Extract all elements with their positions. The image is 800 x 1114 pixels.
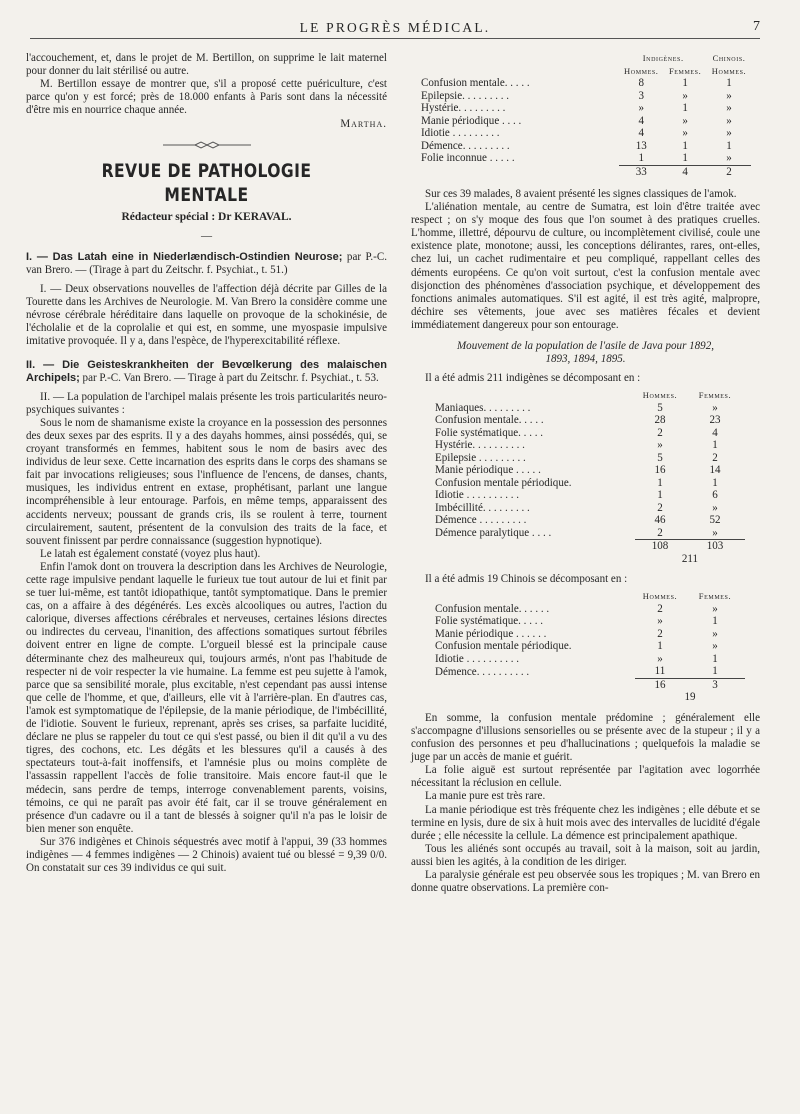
table-row: Maniaques. . . . . . . . . 5 »	[435, 401, 718, 414]
paragraph: Sous le nom de shamanisme existe la croyance en la possession des personnes des deux sexes par des esprits. Il y a des dayahs hommes, ainsi possédés, qui, se croyant transformés en femmes, habitent sous le nom de basirs avec des individus de leur sexe. Cette incarnation des esprits dans le corps des shamans se fait par invocations religieuses; sous l'influence de l'encens, de danses, chants, musiques, les individus entrent en extase, prophétisant, parlant une langue incompréhensible à leur entourage. Parfois, en même temps, apparaissent des accidents nerveux; poussant de grands cris, ils se roulent à terre, tournent circulairement, sautent, présentent de la convulsion des traits de la face, et souvent finissent par perdre connaissance (suggestion hypnotique).	[26, 416, 387, 547]
paragraph: Tous les aliénés sont occupés au travail, soit à la maison, soit au jardin, aussi bien les agités, à la condition de les diriger.	[411, 842, 760, 868]
paragraph: La manie pure est très rare.	[425, 790, 546, 803]
table-row: Démence. . . . . . . . . 13 1 1	[421, 139, 732, 152]
paragraph: Le latah est également constaté (voyez plus haut).	[40, 547, 261, 560]
table-row: Idiotie . . . . . . . . . . » 1	[435, 652, 718, 665]
table-row: Idiotie . . . . . . . . . 4 » »	[421, 127, 732, 139]
bibliography-title: I. — Das Latah eine in Niederlændisch-Ostindien Neurose;	[26, 250, 343, 263]
table-row: Confusion mentale. . . . . . 2 »	[435, 602, 718, 615]
table-row: Imbécillité. . . . . . . . . 2 »	[435, 501, 718, 514]
table-row: Folie systématique. . . . . » 1	[435, 615, 718, 628]
author-signature: Martha.	[340, 118, 387, 131]
paragraph: l'accouchement, et, dans le projet de M. Bertillon, on supprime le lait maternel pour donner du lait stérilisé ou autre.	[26, 52, 387, 78]
table-row: Démence paralytique . . . . 2 »	[435, 526, 718, 540]
table-row: Confusion mentale. . . . . 8 1 1	[421, 77, 732, 89]
paragraph: II. — La population de l'archipel malais présente les trois particularités neuro-psychiques suivantes :	[26, 390, 387, 416]
table-column-header: Femmes.	[668, 65, 702, 76]
paragraph: La manie périodique est très fréquente chez les indigènes ; elle débute et se termine en lysis, dure de six à huit mois avec des intervalles de lucidité d'égale durée ; elle nécessite la cellule. La démence est principalement apathique.	[411, 803, 760, 842]
bibliography-entry	[26, 251, 387, 277]
table-column-header: Hommes.	[642, 591, 678, 602]
editor-line: Rédacteur spécial : Dr KERAVAL.	[121, 210, 292, 223]
table-group-header: Indigènes.	[642, 53, 684, 63]
table-row: Confusion mentale périodique. 1 »	[435, 640, 718, 653]
paragraph: La folie aiguë est surtout représentée par l'agitation avec logorrhée nécessitant la réclusion en cellule.	[411, 764, 760, 790]
table-amok-cases	[421, 52, 751, 178]
table-row: Manie périodique . . . . . 16 14	[435, 464, 721, 477]
table-grand-total-row: 19	[684, 691, 696, 704]
table-total-row: 33 4 2	[421, 165, 751, 178]
paragraph: Sur ces 39 malades, 8 avaient présenté les signes classiques de l'amok.	[425, 188, 737, 200]
bibliography-title: II. — Die Geisteskrankheiten der Bevœlkerung des malaischen Archipels;	[26, 358, 387, 384]
ornament-divider	[26, 140, 387, 153]
paragraph: I. — Deux observations nouvelles de l'affection déjà décrite par Gilles de la Tourette dans les Archives de Neurologie. M. Van Brero la considère comme une névrose cérébrale héréditaire dans laquelle on provoque de la schokinésie, de l'écholalie et de la coprolalie et qui est, en somme, une myospasie impulsive imitative provoquée. Il y a, dans l'espèce, de l'hyperexcitabilité réflexe.	[26, 283, 387, 348]
table-row: Folie inconnue . . . . . 1 1 »	[421, 152, 732, 165]
left-column	[26, 52, 387, 875]
table-row: Hystérie. . . . . . . . . . » 1	[435, 439, 718, 452]
table-row: Manie périodique . . . . . . 2 »	[435, 627, 718, 640]
table-row: Hystérie. . . . . . . . . » 1 »	[421, 102, 732, 114]
table-row: Epilepsie. . . . . . . . . 3 » »	[421, 89, 732, 102]
table-row: Démence . . . . . . . . . 46 52	[435, 514, 721, 527]
table-indigenes	[435, 389, 745, 565]
table-column-header: Hommes.	[624, 65, 659, 76]
right-column	[411, 52, 760, 895]
running-header	[30, 18, 760, 39]
paragraph: Il a été admis 19 Chinois se décomposant en :	[425, 573, 628, 586]
paragraph: Il a été admis 211 indigènes se décomposant en :	[425, 372, 641, 385]
paragraph: M. Bertillon essaye de montrer que, s'il a proposé cette puériculture, c'est parce qu'on y est forcé; près de 18.000 enfants à Paris sont dans la nécessité d'être mis en nourrice chaque année.	[26, 78, 387, 117]
paragraph: L'aliénation mentale, au centre de Sumatra, est loin d'être traitée avec respect ; on s'y moque des fous que l'on soumet à des pratiques cruelles. L'homme, illettré, dépourvu de culture, ou incomplètement civilisé, coule une existence plate, monotone; aussi, les conceptions délirantes, rares, ont-elles, chez lui, un cachet rudimentaire et peu compliqué, rappellant celles des déments européens. Ce qu'on voit surtout, c'est la confusion mentale avec disjonction des phénomènes d'association psychique, et développement des fonctions animales automatiques. S'il est agité, il est très agité, malpropre, déchire ses vêtements, joue avec ses matières fécales et devient immédiatement dangereux pour son entourage.	[411, 201, 760, 331]
paragraph: En somme, la confusion mentale prédomine ; généralement elle s'accompagne d'illusions sensorielles ou se présente avec de la stupeur ; il y a confusion des personnes et peu d'hallucinations ; quelquefois la maladie se juge par un accès de manie et guérit.	[411, 711, 760, 764]
section-title: REVUE DE PATHOLOGIE MENTALE	[101, 159, 312, 206]
table-total-row: 16 3	[435, 678, 745, 691]
paragraph: Enfin l'amok dont on trouvera la description dans les Archives de Neurologie, cette rage impulsive pendant laquelle le furieux tue tout autour de lui et finit par se tuer lui-même, est tantôt idiopathique, tantôt symptomatique. Dans le premier cas, on a affaire à des dégénérés. Les excès alcooliques ou autres, l'action du calorique, diverses affections cérébrales et nerveuses, certaines lésions directes ou indirectes du cerveau, l'inanition, des affections somatiques surtout fébriles doivent entrer en ligne de compte. L'orgueil blessé est la principale cause déterminante chez des malheureux qui, toujours armés, n'ont pas l'habitude de respecter ni de voir respecter la vie humaine. La femme est peu sujette à l'amok, parce que sa sensibilité morale, plus excitable, n'est cependant pas aussi intense que celle de l'homme, et que, d'ailleurs, elle vit à l'arrière-plan. En d'autres cas, l'amok est symptomatique de l'épilepsie, de la manie périodique, de l'imbécillité, de l'idiotie. Souvent le furieux, reprenant, après ses crises, sa parfaite lucidité, déclare ne plus se rappeler du tout ce qui s'est passé, ou bien il dit qu'il a vu des tigres, des cochons, etc. Les dégâts et les blessures qu'il a causés à des spectateurs tout-à-fait inoffensifs, et l'amnésie plus ou moins complète de l'assassin rappellent l'accès de folie transitoire. Mais encore faut-il que le médecin, sans perdre de temps, interroge convenablement parents, voisins, témoins, ce qui ne paraît pas avoir été fait, car il se trouve généralement en présence d'un cadavre ou il a tant de blessés à soigner qu'il n'a pas le loisir de bien mener son enquête.	[26, 560, 387, 835]
table-column-header: Hommes.	[642, 390, 678, 401]
bibliography-details: par P.-C. van Brero. — (Tirage à part du Zeitschr. f. Psychiat., t. 51.)	[26, 250, 387, 276]
table-chinois	[435, 590, 745, 704]
table-row: Démence. . . . . . . . . . 11 1	[435, 665, 718, 678]
table-row: Folie systématique. . . . . 2 4	[435, 426, 718, 439]
table-grand-total-row: 211	[681, 552, 699, 565]
page-number: 7	[753, 19, 760, 34]
table-total-row: 108 103	[435, 540, 745, 553]
table-column-header: Femmes.	[698, 390, 732, 401]
paragraph: Sur 376 indigènes et Chinois séquestrés avec motif à l'appui, 39 (33 hommes indigènes — 4 femmes indigènes — 2 Chinois) avaient tué ou blessé = 9,39 0/0. On constatait sur ces 39 individus ce qui suit.	[26, 835, 387, 875]
dash-separator: —	[200, 229, 213, 242]
table-column-header: Femmes.	[698, 591, 732, 602]
paragraph: La paralysie générale est peu observée sous les tropiques ; M. van Brero en donne quatre observations. La première con-	[411, 869, 760, 895]
bibliography-details: par P.-C. Van Brero. — Tirage à part du Zeitschr. f. Psychiat., t. 53.	[79, 371, 379, 384]
table-row: Manie périodique . . . . 4 » »	[421, 114, 732, 127]
table-row: Confusion mentale périodique. 1 1	[435, 476, 718, 489]
journal-title: LE PROGRÈS MÉDICAL.	[299, 20, 491, 35]
table-row: Confusion mentale. . . . . 28 23	[435, 414, 721, 427]
subheading: Mouvement de la population de l'asile de Java pour 1892, 1893, 1894, 1895.	[456, 340, 714, 366]
bibliography-entry	[26, 359, 387, 385]
table-group-header: Chinois.	[712, 53, 746, 63]
table-row: Epilepsie . . . . . . . . . 5 2	[435, 451, 718, 464]
table-row: Idiotie . . . . . . . . . . 1 6	[435, 489, 718, 502]
table-column-header: Hommes.	[711, 65, 747, 76]
